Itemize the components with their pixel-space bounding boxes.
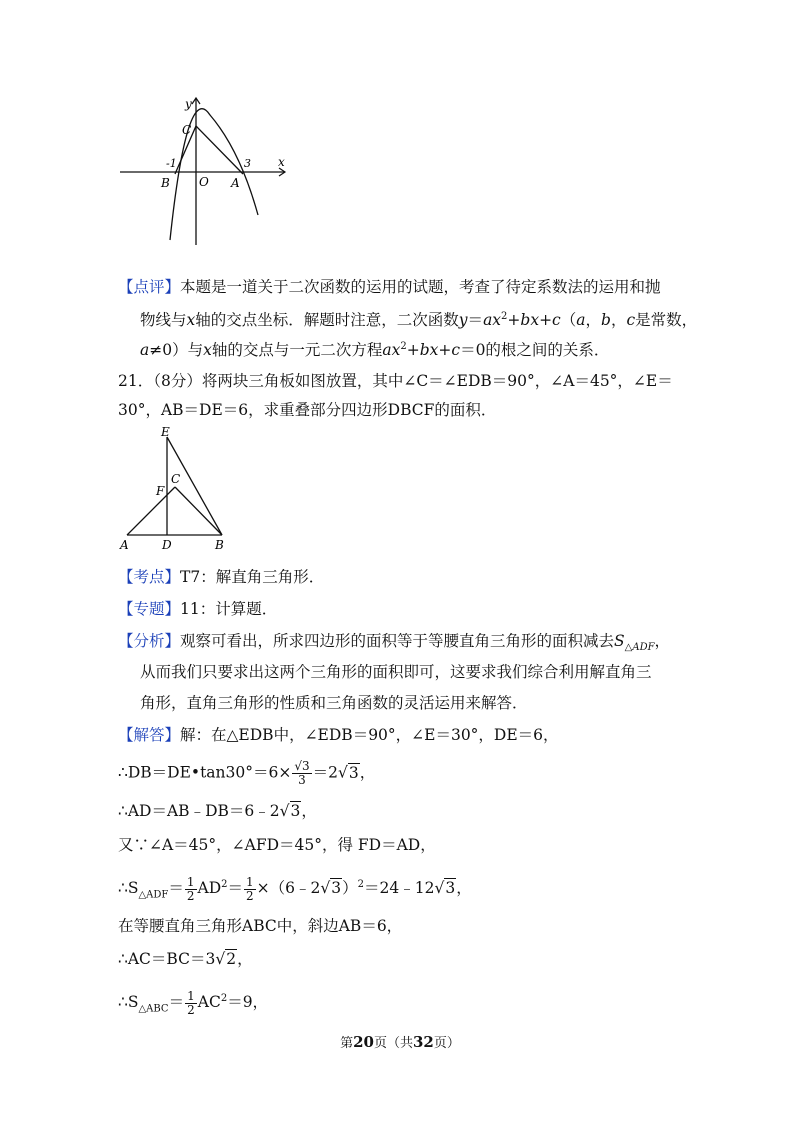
comment-line-3: a≠0）与x轴的交点与一元二次方程$ax^2+bx+c=0$的根之间的关系． — [140, 341, 610, 360]
point-c-label: C — [182, 123, 192, 137]
jieda-line-6: 在等腰直角三角形ABC中，斜边AB＝6， — [118, 917, 403, 935]
parabola-figure — [115, 90, 295, 250]
point-a-label: A — [231, 176, 240, 190]
point-d-label: D — [162, 538, 172, 552]
question-21-line-2: 30°，AB＝DE＝6，求重叠部分四边形DBCF的面积． — [118, 401, 497, 419]
zhuanti-line: 【专题】11：计算题． — [118, 600, 278, 618]
zhuanti-tag: 【专题】 — [118, 600, 181, 618]
tick-3-label: 3 — [244, 157, 251, 170]
point-b-label: B — [215, 538, 224, 552]
comment-line-1: 【点评】本题是一道关于二次函数的运用的试题，考查了待定系数法的运用和抛 — [118, 278, 661, 296]
triangles-figure — [115, 425, 235, 555]
total-pages: 32 — [413, 1033, 434, 1051]
fenxi-line-1: 【分析】观察可看出，所求四边形的面积等于等腰直角三角形的面积减去$S_{\triangle ADF}$， — [118, 632, 671, 654]
fenxi-line-3: 角形，直角三角形的性质和三角函数的灵活运用来解答． — [140, 694, 528, 712]
comment-tag: 【点评】 — [118, 278, 181, 296]
kaodian-line: 【考点】T7：解直角三角形． — [118, 568, 325, 586]
y-axis-label: y — [185, 97, 192, 111]
comment-line-2: 物线与x轴的交点坐标．解题时注意，二次函数$y=ax^2+bx+c(a$，b，c是常数， — [140, 311, 698, 330]
point-e-label: E — [161, 425, 170, 439]
fenxi-line-2: 从而我们只要求出这两个三角形的面积即可，这要求我们综合利用解直角三 — [140, 663, 652, 681]
jieda-line-2: ∴DB＝DE•tan30°＝6× $\frac{√3}{3}$ ＝2√3， — [118, 759, 376, 787]
point-c-label: C — [171, 472, 181, 486]
x-axis-label: x — [278, 155, 285, 169]
question-21-line-1: 21．（8分）将两块三角板如图放置，其中∠C＝∠EDB＝90°，∠A＝45°，∠E＝ — [118, 372, 673, 390]
point-a-label: A — [120, 538, 129, 552]
jieda-line-7: ∴AC＝BC＝3√2， — [118, 950, 253, 968]
tick-neg1-label: -1 — [166, 157, 177, 170]
point-b-label: B — [161, 176, 170, 190]
page-footer: 第20页（共32页） — [340, 1033, 460, 1051]
point-f-label: F — [156, 484, 165, 498]
jieda-line-8: $\therefore S_{\triangle ABC}=$ $\frac{1}{2}$ $AC^2=9$， — [118, 988, 269, 1017]
kaodian-tag: 【考点】 — [118, 568, 181, 586]
origin-label: O — [199, 175, 209, 189]
fenxi-tag: 【分析】 — [118, 632, 181, 650]
jieda-line-3: ∴AD＝AB﹣DB＝6﹣2√3， — [118, 802, 317, 820]
jieda-tag: 【解答】 — [118, 726, 181, 744]
jieda-line-5: $\therefore S_{\triangle ADF}=$ $\frac{1}{2}$ $AD^2=$ $\frac{1}{2}$ ×（6﹣2√3）$^2$＝24﹣12√3， — [118, 874, 472, 903]
page-number: 20 — [353, 1033, 374, 1051]
jieda-line-1: 【解答】解：在△EDB中，∠EDB＝90°，∠E＝30°，DE＝6， — [118, 726, 559, 744]
jieda-line-4: 又∵∠A＝45°，∠AFD＝45°，得 FD＝AD， — [118, 836, 436, 854]
